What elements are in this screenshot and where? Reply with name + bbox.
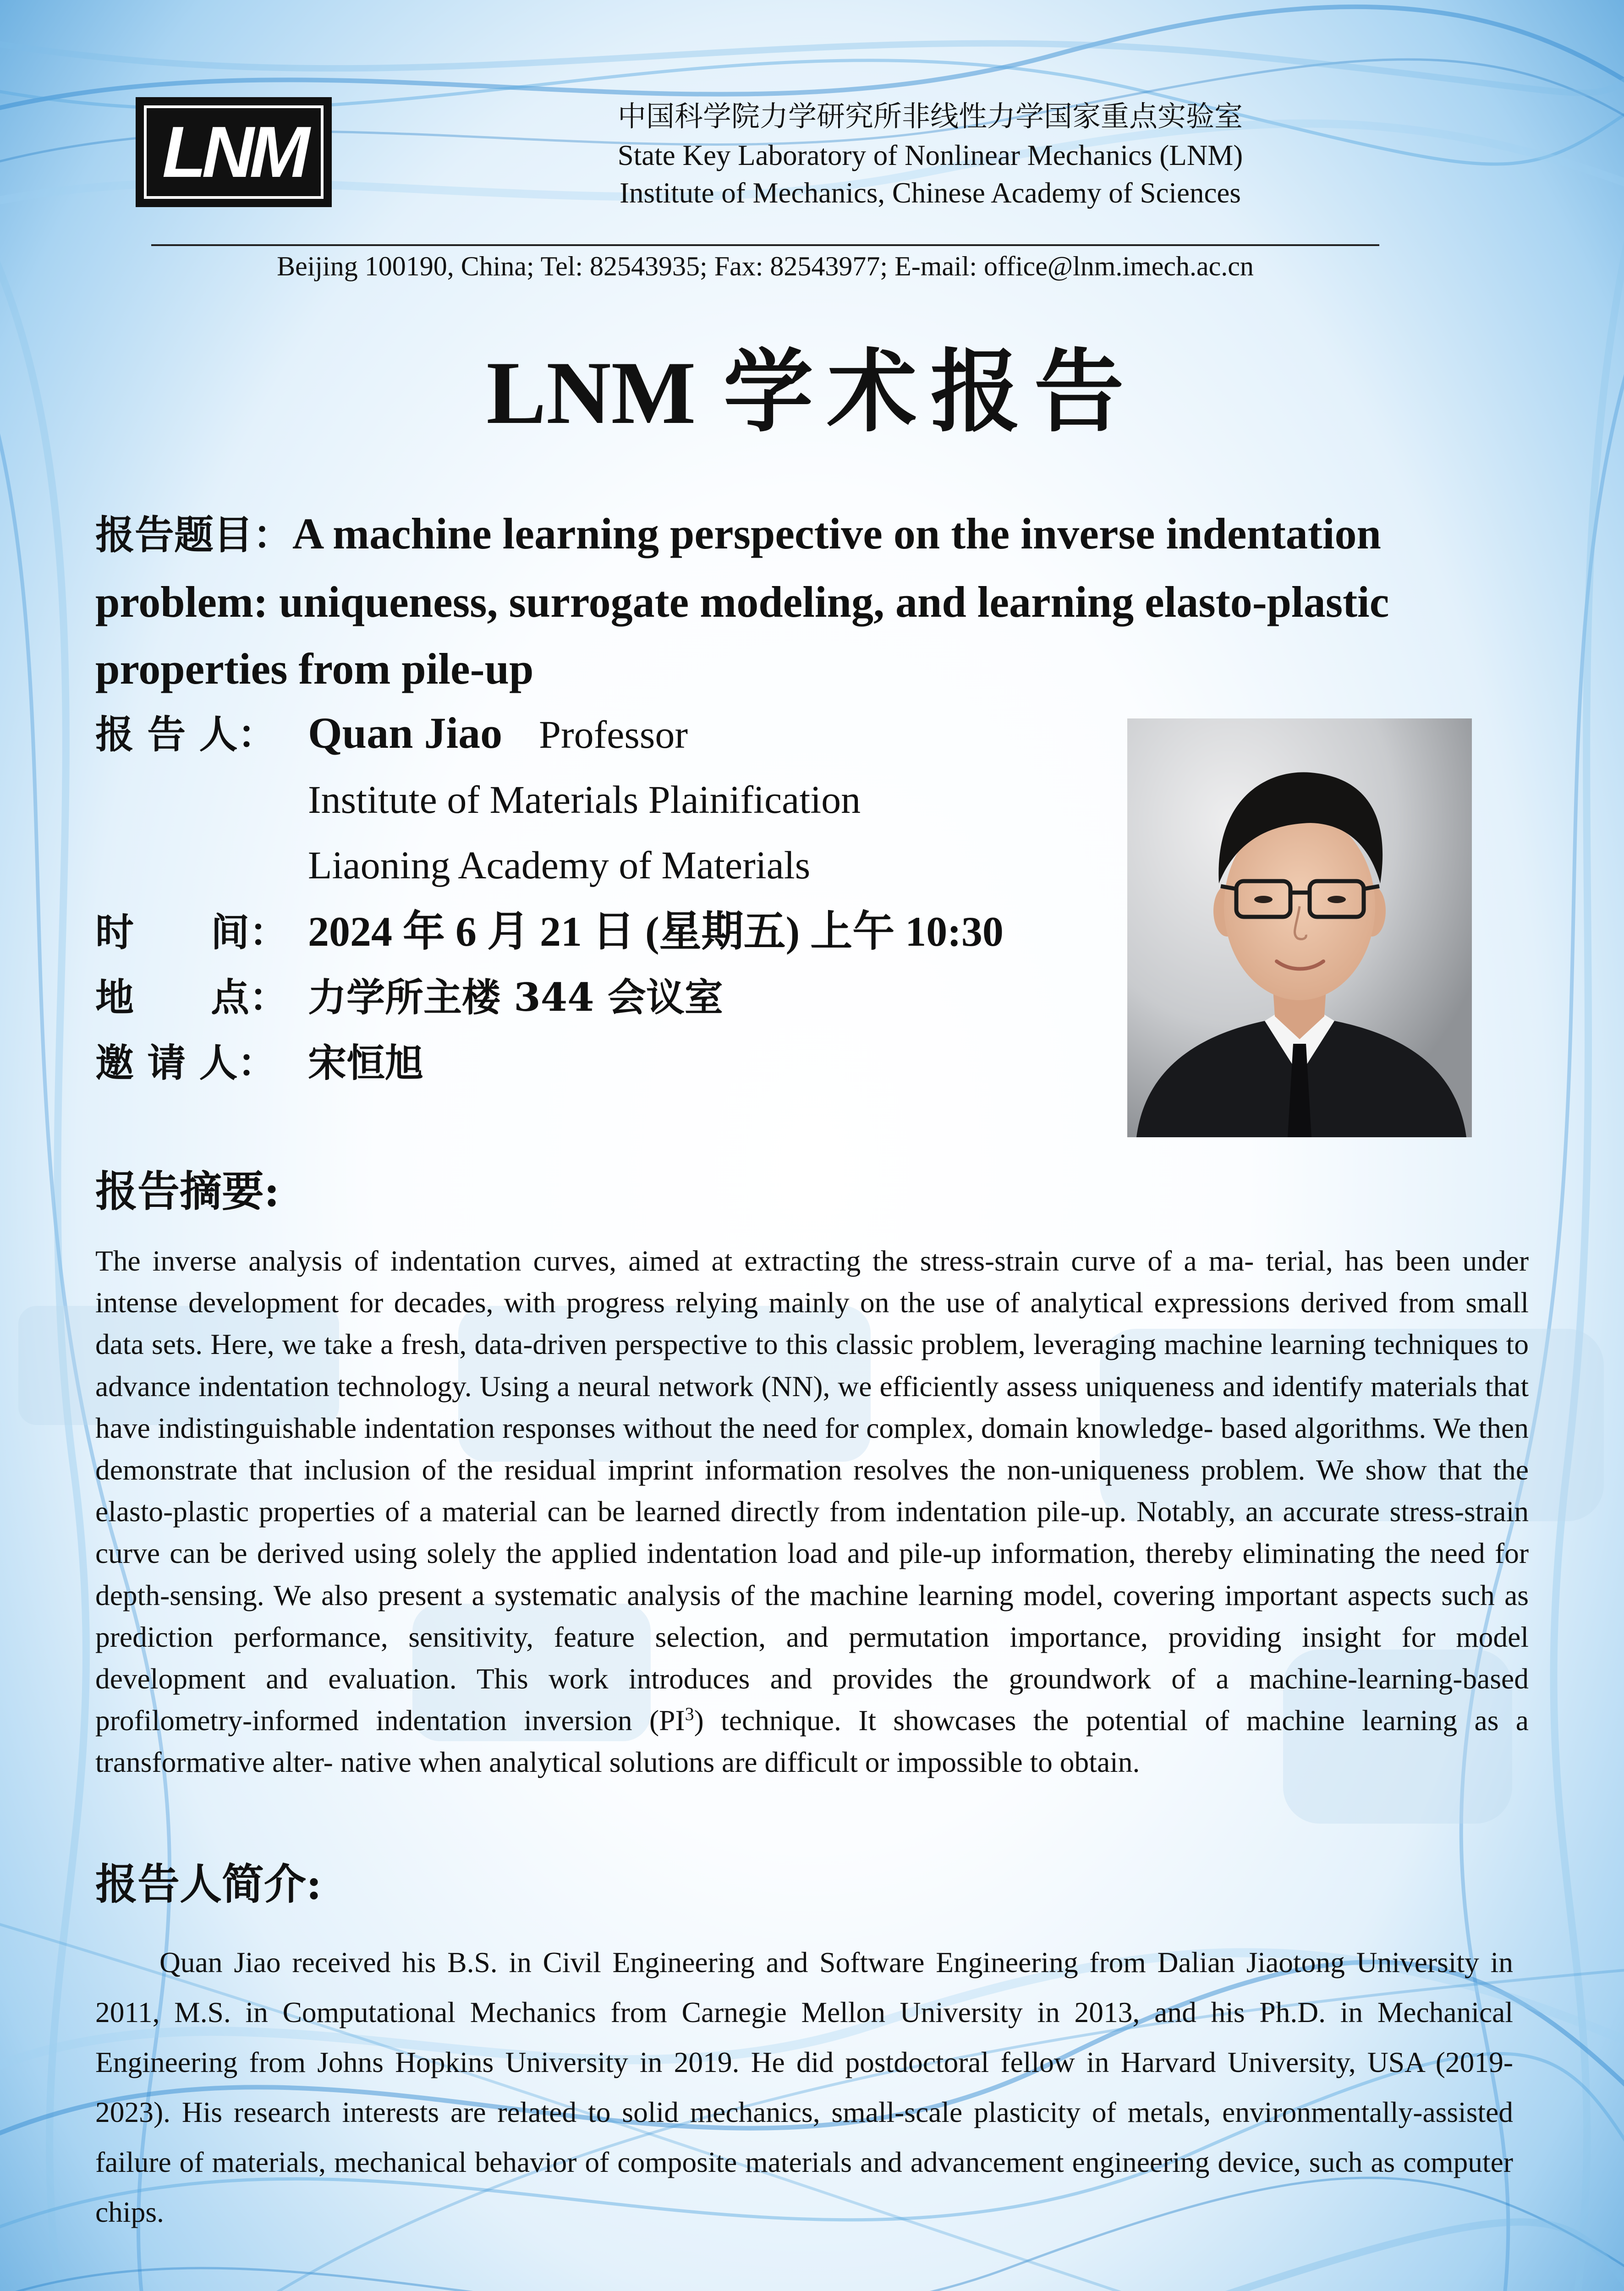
bio-heading: 报告人简介: <box>95 1859 322 1909</box>
lab-header <box>541 96 1320 212</box>
lnm-logo-frame <box>144 105 324 199</box>
contact-line: Beijing 100190, China; Tel: 82543935; Fax: 82543977; E-mail: office@lnm.imech.ac.cn <box>277 251 1254 281</box>
time-label: 时 间： <box>95 910 288 955</box>
talk-title-block <box>95 500 1548 702</box>
speaker-name: Quan Jiao <box>308 708 503 757</box>
poster-title-cn: 学术报告 <box>723 339 1138 444</box>
host-value: 宋恒旭 <box>308 1040 424 1085</box>
speaker-row <box>95 701 688 767</box>
abstract-text-part2: ) technique. It showcases the potential of machine learning as a transformative alter- native when analytical solutions are difficult or impossible to obtain. <box>95 1704 1529 1779</box>
abstract-superscript: 3 <box>685 1704 694 1725</box>
lnm-logo-text: LNM <box>162 112 306 192</box>
bio-text: Quan Jiao received his B.S. in Civil Engineering and Software Engineering from Dalian Jiaotong University in 2011, M.S. in Computational Mechanics from Carnegie Mellon University in 2013, and his Ph.D. in Mechanical Engineering from Johns Hopkins University in 2019. He did postdoctoral fellow in Harvard University, USA (2019-2023). His research interests are related to solid mechanics, small-scale plasticity of metals, environmentally-assisted failure of materials, mechanical behavior of composite materials and advancement engineering device, such as computer chips. <box>95 1946 1513 2228</box>
time-value: 2024 年 6 月 21 日 (星期五) 上午 10:30 <box>308 908 1004 955</box>
speaker-label: 报 告 人： <box>95 712 276 757</box>
lab-name-cn: 中国科学院力学研究所非线性力学国家重点实验室 <box>617 99 1243 133</box>
speaker-position: Professor <box>539 713 688 756</box>
abstract-text-part1: The inverse analysis of indentation curves, aimed at extracting the stress-strain curve of a ma- terial, has been under intense development for decades, with progress relying mainly on the use of analytical expressions derived from small data sets. Here, we take a fresh, data-driven perspective to this classic problem, leveraging machine learning techniques to advance indentation technology. Using a neural network (NN), we efficiently assess uniqueness and identify materials that have indistinguishable indentation responses without the need for complex, domain knowledge- based algorithms. We then demonstrate that inclusion of the residual imprint information resolves the non-uniqueness problem. We show that the elasto-plastic properties of a material can be learned directly from indentation pile-up. Notably, an accurate stress-strain curve can be derived using solely the applied indentation load and pile-up information, thereby eliminating the need for depth-sensing. We also present a systematic analysis of the machine learning model, covering important aspects such as prediction performance, sensitivity, feature selection, and permutation importance, providing insight for model development and evaluation. This work introduces and provides the groundwork of a machine-learning-based profilometry-informed indentation inversion (PI <box>95 1244 1529 1737</box>
speaker-photo <box>1127 718 1472 1137</box>
abstract-heading: 报告摘要: <box>95 1167 280 1216</box>
place-row <box>95 965 723 1030</box>
talk-title-label: 报告题目： <box>95 512 292 558</box>
speaker-affiliation-2: Liaoning Academy of Materials <box>308 843 811 887</box>
poster-title <box>0 341 1624 444</box>
speaker-portrait <box>1127 718 1472 1137</box>
institute-name-en: Institute of Mechanics, Chinese Academy of Sciences <box>620 177 1241 209</box>
place-label: 地 点： <box>95 975 288 1020</box>
talk-title: A machine learning perspective on the inverse indentation problem: uniqueness, surrogate modeling, and learning elasto-plastic properties from pile-up <box>95 509 1389 693</box>
lnm-logo <box>136 97 332 207</box>
speaker-affiliation-1: Institute of Materials Plainification <box>308 778 861 822</box>
host-row <box>95 1031 423 1096</box>
lab-name-en: State Key Laboratory of Nonlinear Mechanics (LNM) <box>617 139 1243 171</box>
header-divider <box>151 244 1379 246</box>
poster-title-prefix: LNM <box>486 343 696 443</box>
time-row <box>95 899 1004 965</box>
place-value: 力学所主楼 344 会议室 <box>308 975 723 1020</box>
abstract-text <box>95 1240 1529 1783</box>
host-label: 邀 请 人： <box>95 1040 276 1085</box>
